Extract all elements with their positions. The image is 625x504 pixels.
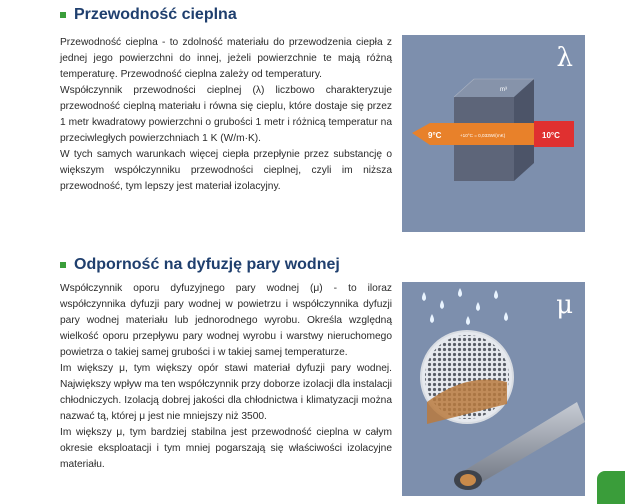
heading-bullet: [60, 12, 66, 18]
paragraph: Im większy μ, tym bardziej stabilna jest przewodność cieplna w całym okresie eksploatacji i tym mniej pogarszają się właściwości izolacyjne materiału.: [60, 427, 392, 470]
page-corner-tab: [597, 471, 625, 504]
water-drops-icon: [422, 288, 508, 325]
hot-temp-label: 10°C: [542, 131, 560, 140]
vapor-diffusion-text: [60, 281, 392, 473]
lambda-symbol: λ: [556, 43, 573, 73]
heading-bullet: [60, 262, 66, 268]
paragraph: W tych samych warunkach więcej ciepła przepłynie przez substancję o większym współczynniku przewodności cieplnej, czyli im niższa przewodność, tym lepszy jest materiał izolacyjny.: [60, 149, 392, 192]
section-heading-vapor-diffusion: [60, 256, 340, 274]
section-heading-thermal-conductivity: [60, 6, 237, 24]
paragraph: Im większy μ, tym większy opór stawi materiał dyfuzji pary wodnej. Największy wpływ ma ten współczynnik przy doborze izolacji dla instalacji chłodniczych. Izolacją dobrej jakości dla chłodnictwa i klimatyzacji można nazwać tą, której μ jest nie mniejszy niż 3500.: [60, 363, 392, 422]
cold-temp-label: 9°C: [428, 131, 442, 140]
thermal-conductivity-text: [60, 35, 392, 195]
paragraph: Przewodność cieplna - to zdolność materiału do przewodzenia ciepła z jednej jego powierzchni do innej, jeżeli powierzchnie te mają różną temperaturę. Przewodność cieplna zależy od temperatury.: [60, 37, 392, 80]
mu-symbol: μ: [556, 290, 573, 320]
heading-text: Odporność na dyfuzję pary wodnej: [74, 256, 340, 273]
thermal-conductivity-figure: [402, 35, 585, 232]
heading-text: Przewodność cieplna: [74, 6, 237, 23]
copper-pipe-core: [460, 474, 476, 486]
cube-volume-label: m³: [500, 87, 507, 93]
paragraph: Współczynnik przewodności cieplnej (λ) liczbowo charakteryzuje przewodność cieplną materiału i równa się cieplu, które dostaje się przez 1 metr kwadratowy powierzchni o grubości 1 metr i różnicą temperatur na przeciwległych powierzchniach 1 K (W/m·K).: [60, 85, 392, 144]
flow-formula-label: +10°C = 0,033W/(mK): [460, 133, 506, 138]
paragraph: Współczynnik oporu dyfuzyjnego pary wodnej (μ) - to iloraz współczynnika dyfuzji pary wodnej w powietrzu i współczynnika dyfuzji pary wodnej materiału lub jednorodnego wyrobu. Określa względną wielkość oporu przepływu pary wodnej wyrobu i warstwy nieruchomego powietrza o takiej samej grubości i w takiej samej temperaturze.: [60, 283, 392, 358]
vapor-diffusion-figure: [402, 282, 585, 496]
